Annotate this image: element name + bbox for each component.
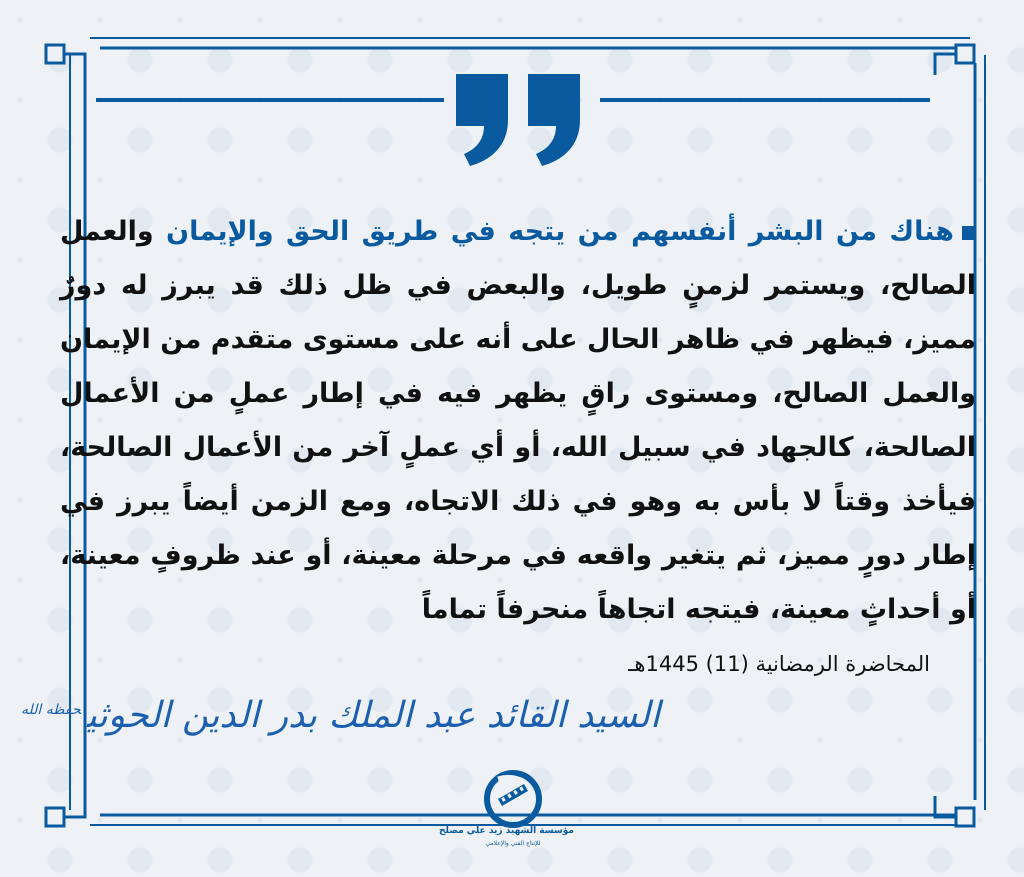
quote-body: والعمل الصالح، ويستمر لزمنٍ طويل، والبعض في ظل ذلك قد يبرز له دورٌ مميز، فيظهر في ظاهر الحال على أنه على مستوى متقدم من الإيمان والعمل الصالح، ومستوى راقٍ يظهر فيه في إطار عملٍ من الأعمال الصالحة، كالجهاد في سبيل الله، أو أي عملٍ آخر من الأعمال الصالحة، فيأخذ وقتاً لا بأس به وهو في ذلك الاتجاه، ومع الزمن أيضاً يبرز في إطار دورٍ مميز، ثم يتغير واقعه في مرحلة معينة، أو عند ظروفٍ معينة، أو أحداثٍ معينة، فيتجه اتجاهاً منحرفاً تماماً: [60, 216, 976, 625]
logo-title: مؤسسة الشهيد زيد علي مصلح: [439, 826, 574, 836]
top-divider-right: [600, 98, 930, 102]
citation-source: المحاضرة الرمضانية (11) 1445هـ: [628, 652, 930, 676]
signature-honorific: حفظه الله: [21, 702, 81, 718]
top-divider-left: [96, 98, 444, 102]
quote-highlight: هناك من البشر أنفسهم من يتجه في طريق الحق والإيمان: [166, 216, 954, 247]
signature-name: السيد القائد عبد الملك بدر الدين الحوثي: [86, 695, 660, 736]
calligraphy-signature: [21, 695, 660, 755]
quotation-mark-icon: [450, 70, 590, 170]
bullet-square-icon: [962, 226, 976, 240]
logo-subtitle: للإنتاج الفني والإعلامي: [485, 840, 541, 847]
quote-text: [60, 205, 976, 637]
